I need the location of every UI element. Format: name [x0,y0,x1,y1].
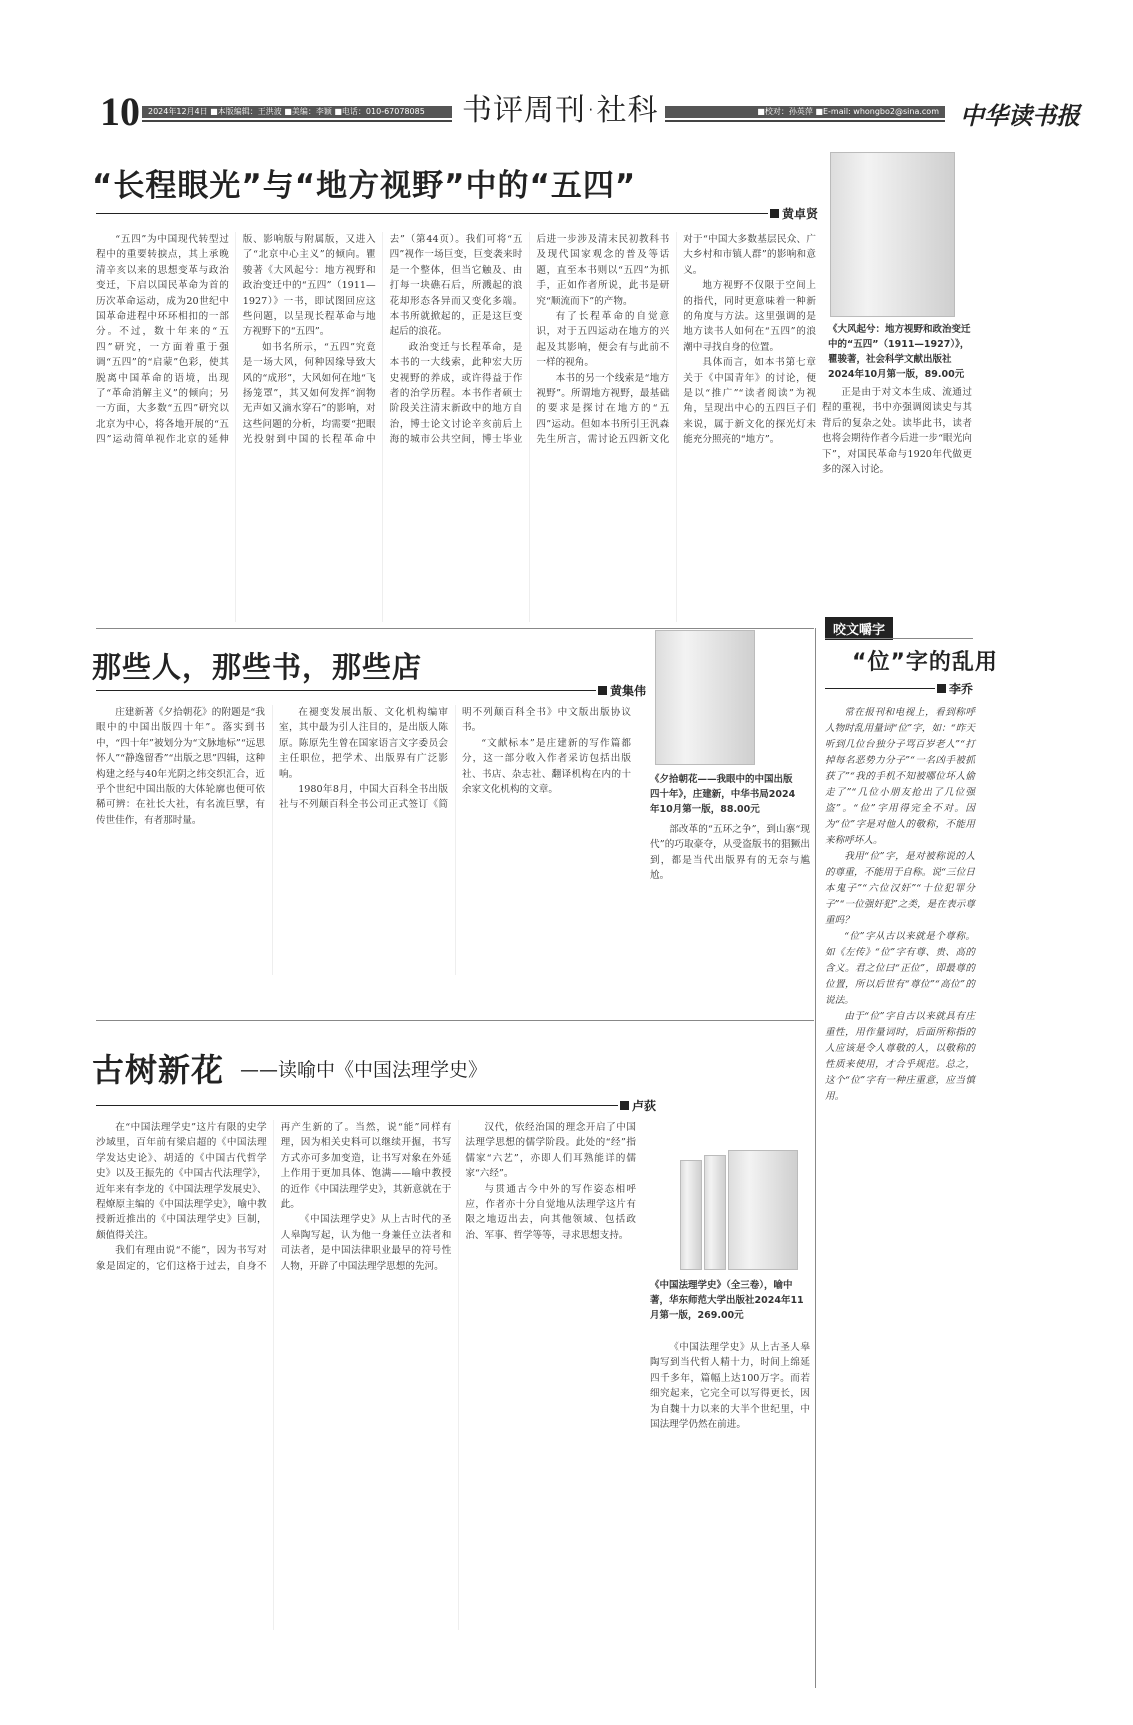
book-cover-image [830,152,955,317]
article2-author: 黄集伟 [609,684,646,698]
paragraph: 如书名所示，“五四”究竟是一场大风，何种因缘导致大风的“成形”，大风如何在地“飞扬笼罩”，其又如何发挥“润物无声如又滴水穿石”的影响，对这些问题的分析，均需要“把眼光投射到中国的长程革命中去”（第44页）。我们可将“五四”视作一场巨变，巨变袭来时是一个整体，但当它触及、由打每一块礁石后，所溅起的浪花却形态各异而又变化多端。本书所就掀起的，正是这巨变起后的浪花。 [242,234,523,446]
paragraph: 具体而言，如本书第七章关于《中国青年》的讨论，便是以“推广”“读者阅读”为视角，呈现出中心的五四巨子们来说，属于新文化的探光灯未能充分照亮的“地方”。 [683,357,816,446]
paragraph: 政治变迁与长程革命，是本书的一大线索，此种宏大历史视野的养成，或许得益于作者的治学历程。本书作者硕士阶段关注清末新政中的地方自治，博士论文讨论辛亥前后上海的城市公共空间，博士毕业后进一步涉及清末民初教科书及现代国家观念的普及等话题，直至本书则以“五四”为抓手，正如作者所说，此书是研究“顺流而下”的产物。 [389,234,670,446]
paragraph: 在褪变发展出版、文化机构编审室，其中最为引人注目的，是出版人陈原。陈原先生曾在国家语言文字委员会主任职位，把学术、出版界有广泛影响。 [279,707,448,780]
proofreader-info: ■校对：孙英萍 ■E-mail: whongbo2@sina.com [665,106,945,118]
article3-body-continued [650,1340,810,1432]
paragraph: 1980年8月，中国大百科全书出版社与不列颠百科全书公司正式签订《简明不列颠百科全书》中文版出版协议书。 [279,707,631,811]
paragraph: 部改革的“五环之争”，到山寨“现代”的巧取豪夺，从受盗版书的猖獗出到，都是当代出版界有的无奈与尴尬。 [650,824,810,882]
paragraph: “位”字从古以来就是个尊称。如《左传》“位”字有尊、贵、高的含义。君之位曰“正位”，即最尊的位置，所以后世有“尊位”“高位”的说法。 [825,931,975,1006]
paragraph: 正是由于对文本生成、流通过程的重视，书中亦强调阅读史与其背后的复杂之处。读毕此书，读者也将会期待作者今后进一步“眼光向下”，对国民革命与1920年代做更多的深入讨论。 [822,387,972,476]
paragraph: 有了长程革命的自觉意识，对于五四运动在地方的兴起及其影响，便会有与此前不一样的视角。 [536,311,670,369]
paragraph: 本书的另一个线索是“地方视野”。所谓地方视野，最基础的要求是探讨在地方的“五四”运动。但如本书所引王汎森先生所言，需讨论五四新文化对于“中国大多数基层民众、广大乡村和市镇人群”的影响和意义。 [536,234,816,446]
sidebar-body [825,705,975,1105]
article1-byline [96,205,818,222]
column-tag: 咬文嚼字 [825,617,893,640]
book2-caption: 《夕拾朝花——我眼中的中国出版四十年》，庄建新，中华书局2024年10月第一版，88.00元 [650,774,796,815]
section-title: 书评周刊·社科 [462,93,659,128]
article3-subtitle: ——读喻中《中国法理学史》 [240,1059,488,1081]
paragraph: 常在报刊和电视上，看到称呼人物时乱用量词“位”字，如：“昨天听到几位台独分子骂百岁老人”“打掉每名恶势力分子”“一名凶手被抓获了”“我的手机不知被哪位坏人偷走了”“几位小朋友抢出了几位强盗”。“位”字用得完全不对。因为“位”字是对他人的敬称，不能用来称呼坏人。 [825,707,975,846]
article1-author: 黄卓贤 [781,207,818,221]
paragraph: 在“中国法理学史”这片有限的史学沙域里，百年前有梁启超的《中国法理学发达史论》、胡适的《中国古代哲学史》以及王振先的《中国古代法理学》，近年来有李龙的《中国法理学发展史》、程燎原主编的《中国法理学史》，喻中教授新近推出的《中国法理学史》巨制，颇值得关注。 [96,1122,267,1241]
paragraph: 我用“位”字，是对被称说的人的尊重，不能用于自称。说“三位日本鬼子”“六位汉奸”“十位犯罪分子”“一位强奸犯”之类，是在表示尊重吗？ [825,851,975,926]
book1-caption: 《大风起兮：地方视野和政治变迁中的“五四”（1911—1927）》，瞿骏著，社会科学文献出版社2024年10月第一版，89.00元 [828,324,971,380]
paragraph: 由于“位”字自古以来就具有庄重性，用作量词时，后面所称指的人应该是令人尊敬的人，以敬称的性质来使用，才合乎规范。总之，这个“位”字有一种庄重意，应当慎用。 [825,1011,975,1102]
newspaper-logo: 中华读书报 [960,101,1080,130]
article3-author: 卢荻 [631,1099,656,1113]
paragraph: 我们有理由说“不能”，因为书写对象是固定的，它们这格于过去，自身不再产生新的了。当然，说“能”同样有理，因为相关史料可以继续开掘，书写方式亦可多加变造，让书写对象在外延上作用于更加具体、饱满——喻中教授的近作《中国法理学史》，其新意就在于此。 [96,1122,452,1272]
book-cover-image [704,1155,726,1270]
book-cover-image [655,630,755,765]
book-cover-image [680,1160,702,1270]
paragraph: “文献标本”是庄建新的写作篇都分，这一部分收入作者采访包括出版社、书店、杂志社、翻译机构在内的十余家文化机构的文章。 [462,737,631,796]
sidebar-byline [825,680,973,697]
article1-body [96,232,816,622]
book-cover-image [728,1150,798,1270]
paragraph: 与贯通古今中外的写作姿态相呼应，作者亦十分自觉地从法理学这片有限之地迈出去，向其他领域、包括政治、军事、哲学等等，寻求思想支持。 [465,1183,636,1241]
sidebar-author: 李乔 [948,682,973,696]
article3-headline: 古树新花 [92,1051,225,1089]
sidebar-headline: “位”字的乱用 [852,650,998,675]
article2-body [96,705,631,975]
article3-byline [96,1097,656,1114]
paragraph: “五四”为中国现代转型过程中的重要转捩点，其上承晚清辛亥以来的思想变革与政治变迁，下启以国民革命为首的历次革命运动，成为20世纪中国革命进程中环环相扣的一部分。不过，数十年来的“五四”研究，一方面着重于强调“五四”的“启蒙”色彩，使其脱离中国革命的语境，出现了“革命消解主义”的倾向；另一方面，大多数“五四”研究以北京为中心，将各地开展的“五四”运动简单视作北京的延伸版、影响版与附属版，又进入了“北京中心主义”的倾向。瞿骏著《大风起兮：地方视野和政治变迁中的“五四”（1911—1927）》一书，即试图回应这些问题，以呈现长程革命与地方视野下的“五四”。 [96,234,376,446]
article3-body [96,1120,636,1630]
paragraph: 地方视野不仅限于空间上的指代，同时更意味着一种新的角度与方法。这里强调的是地方读书人如何在“五四”的浪潮中寻找自身的位置。 [683,280,816,353]
paragraph: 庄建新著《夕拾朝花》的附题是“我眼中的中国出版四十年”。落实到书中，“四十年”被划分为“文脉地标”“远思怀人”“静逸留香”“出版之思”四辑，这种构建之经与40年光阴之纬交织汇合，近乎个世纪中国出版的大体轮廓也便可依稀可辨：在社长大社，有名流巨擘，有传世佳作，有者那时量。 [96,707,265,826]
masthead-meta: 2024年12月4日 ■本版编辑：王洪波 ■美编：李颖 ■电话：010-67078085 [142,106,452,118]
article2-body-continued [650,822,810,884]
paragraph: 汉代，依经治国的理念开启了中国法理学思想的儒学阶段。此处的“经”指儒家“六艺”，亦即人们耳熟能详的儒家“六经”。 [465,1122,636,1180]
book3-caption: 《中国法理学史》（全三卷），喻中著，华东师范大学出版社2024年11月第一版，269.00元 [650,1280,804,1321]
paragraph: 《中国法理学史》从上古圣人皋陶写到当代哲人精十力，时间上绵延四千多年，篇幅上达100万字。而若细究起来，它完全可以写得更长，因为自魏十力以来的大半个世纪里，中国法理学仍然在前进。 [650,1342,810,1431]
article1-headline: “长程眼光”与“地方视野”中的“五四” [92,168,637,204]
page-number: 10 [100,89,140,134]
article2-byline [96,682,646,699]
article1-body-continued [822,385,972,477]
paragraph: 《中国法理学史》从上古时代的圣人皋陶写起，认为他一身兼任立法者和司法者，是中国法律职业最早的符号性人物，开辟了中国法理学思想的先河。 [280,1214,452,1272]
article2-headline: 那些人，那些书，那些店 [92,650,423,684]
